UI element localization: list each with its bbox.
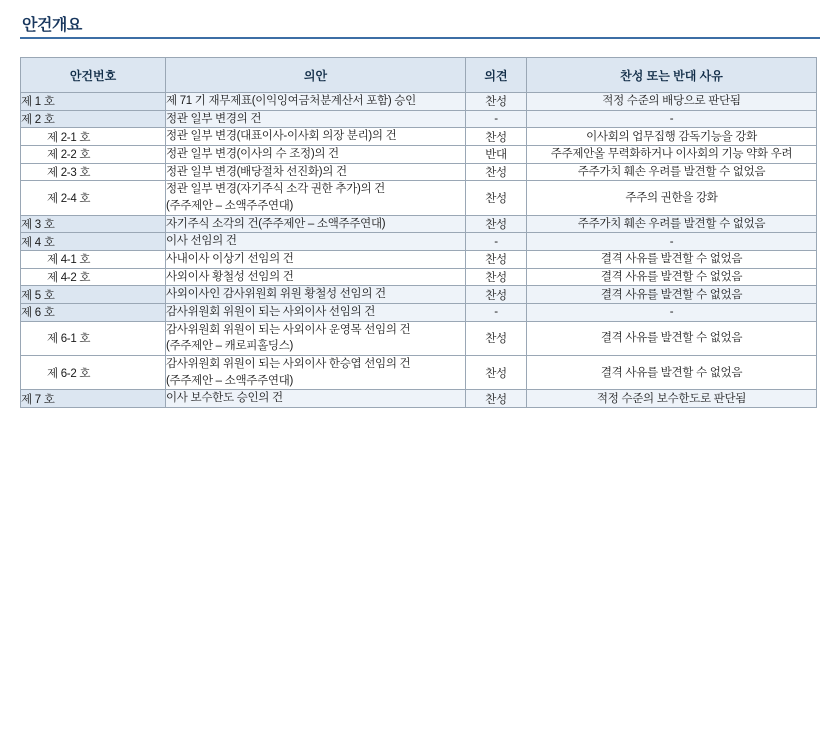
agenda-number-cell: 제 5 호 — [21, 286, 166, 304]
agenda-item-cell — [166, 146, 466, 164]
agenda-number-cell: 제 2-3 호 — [21, 163, 166, 181]
agenda-number-cell: 제 2-2 호 — [21, 146, 166, 164]
agenda-item-cell — [166, 128, 466, 146]
table-row — [21, 233, 817, 251]
agenda-item-cell — [166, 321, 466, 355]
agenda-number-cell: 제 7 호 — [21, 390, 166, 408]
page-title-block — [20, 8, 820, 39]
agenda-item-line-1: 감사위원회 위원이 되는 사외이사 한승엽 선임의 건 — [166, 358, 411, 371]
agenda-item-cell — [166, 286, 466, 304]
opinion-cell: 찬성 — [466, 128, 527, 146]
agenda-item-line-1: 이사 보수한도 승인의 건 — [166, 392, 283, 405]
reason-cell: 주주의 권한을 강화 — [527, 181, 817, 215]
table-row — [21, 321, 817, 355]
agenda-number-cell: 제 6-2 호 — [21, 356, 166, 390]
reason-cell: 주주가치 훼손 우려를 발견할 수 없었음 — [527, 215, 817, 233]
agenda-item-cell — [166, 390, 466, 408]
agenda-item-line-1: 자기주식 소각의 건(주주제안 – 소액주주연대) — [166, 217, 386, 230]
agenda-item-line-1: 제 71 기 재무제표(이익잉여금처분계산서 포함) 승인 — [166, 95, 416, 107]
agenda-number-cell: 제 4-2 호 — [21, 268, 166, 286]
reason-cell: 이사회의 업무집행 감독기능을 강화 — [527, 128, 817, 146]
agenda-item-cell — [166, 268, 466, 286]
table-row — [21, 304, 817, 322]
table-row — [21, 268, 817, 286]
column-header-opinion: 의견 — [466, 58, 527, 93]
opinion-cell: - — [466, 304, 527, 322]
agenda-item-line-2: (주주제안 – 캐로피홀딩스) — [166, 340, 294, 353]
agenda-number-cell: 제 6-1 호 — [21, 321, 166, 355]
agenda-item-line-1: 이사 선임의 건 — [166, 235, 237, 248]
agenda-item-cell — [166, 233, 466, 251]
table-row — [21, 110, 817, 128]
opinion-cell: 찬성 — [466, 286, 527, 304]
reason-cell: 결격 사유를 발견할 수 없었음 — [527, 286, 817, 304]
opinion-cell: 찬성 — [466, 390, 527, 408]
agenda-item-cell — [166, 110, 466, 128]
opinion-cell: 찬성 — [466, 163, 527, 181]
reason-cell: 결격 사유를 발견할 수 없었음 — [527, 321, 817, 355]
page-title: 안건개요 — [22, 17, 82, 34]
agenda-number-cell: 제 2 호 — [21, 110, 166, 128]
table-row — [21, 181, 817, 215]
agenda-item-cell — [166, 304, 466, 322]
agenda-item-line-1: 정관 일부 변경의 건 — [166, 112, 262, 125]
agenda-item-line-1: 정관 일부 변경(이사의 수 조정)의 건 — [166, 148, 339, 161]
reason-cell: - — [527, 233, 817, 251]
agenda-item-line-1: 감사위원회 위원이 되는 사외이사 선임의 건 — [166, 306, 376, 319]
table-row — [21, 390, 817, 408]
agenda-item-cell — [166, 251, 466, 269]
table-header-row — [21, 58, 817, 93]
agenda-item-cell — [166, 163, 466, 181]
reason-cell: 주주제안올 무력화하거나 이사회의 기능 약화 우려 — [527, 146, 817, 164]
agenda-number-cell: 제 2-1 호 — [21, 128, 166, 146]
table-header — [21, 58, 817, 93]
table-row — [21, 356, 817, 390]
opinion-cell: - — [466, 110, 527, 128]
reason-cell: 결격 사유를 발견할 수 없었음 — [527, 268, 817, 286]
agenda-item-line-1: 감사위원회 위원이 되는 사외이사 운영목 선임의 건 — [166, 323, 411, 336]
agenda-item-line-1: 정관 일부 변경(자기주식 소각 권한 추가)의 건 — [166, 183, 385, 196]
agenda-item-line-2: (주주제안 – 소액주주연대) — [166, 200, 294, 213]
opinion-cell: - — [466, 233, 527, 251]
agenda-item-line-1: 사내이사 이상기 선임의 건 — [166, 253, 294, 266]
opinion-cell: 찬성 — [466, 356, 527, 390]
agenda-item-line-1: 사외이사인 감사위원회 위원 황철성 선임의 건 — [166, 288, 386, 301]
agenda-number-cell: 제 6 호 — [21, 304, 166, 322]
agenda-item-line-1: 정관 일부 변경(대표이사-이사회 의장 분리)의 건 — [166, 130, 397, 143]
table-row — [21, 146, 817, 164]
agenda-number-cell: 제 1 호 — [21, 93, 166, 111]
agenda-number-cell: 제 4 호 — [21, 233, 166, 251]
opinion-cell: 찬성 — [466, 181, 527, 215]
agenda-item-cell — [166, 181, 466, 215]
opinion-cell: 찬성 — [466, 268, 527, 286]
reason-cell: - — [527, 110, 817, 128]
table-row — [21, 215, 817, 233]
table-row — [21, 286, 817, 304]
agenda-item-line-2: (주주제안 – 소액주주연대) — [166, 374, 294, 387]
opinion-cell: 찬성 — [466, 93, 527, 111]
table-row — [21, 163, 817, 181]
agenda-item-cell — [166, 215, 466, 233]
reason-cell: 주주가치 훼손 우려를 발견할 수 없었음 — [527, 163, 817, 181]
table-row — [21, 128, 817, 146]
opinion-cell: 찬성 — [466, 321, 527, 355]
column-header-reason: 찬성 또는 반대 사유 — [527, 58, 817, 93]
reason-cell: 적정 수준의 보수한도로 판단됨 — [527, 390, 817, 408]
title-divider — [20, 37, 820, 39]
agenda-number-cell: 제 2-4 호 — [21, 181, 166, 215]
table-row — [21, 93, 817, 111]
opinion-cell: 반대 — [466, 146, 527, 164]
opinion-cell: 찬성 — [466, 251, 527, 269]
reason-cell: 결격 사유를 발견할 수 없었음 — [527, 356, 817, 390]
reason-cell: 결격 사유를 발견할 수 없었음 — [527, 251, 817, 269]
agenda-table — [20, 57, 817, 408]
reason-cell: - — [527, 304, 817, 322]
opinion-cell: 찬성 — [466, 215, 527, 233]
column-header-agenda-no: 안건번호 — [21, 58, 166, 93]
agenda-number-cell: 제 3 호 — [21, 215, 166, 233]
column-header-agenda-item: 의안 — [166, 58, 466, 93]
reason-cell: 적정 수준의 배당으로 판단됨 — [527, 93, 817, 111]
agenda-item-cell — [166, 356, 466, 390]
agenda-item-line-1: 사외이사 황철성 선임의 건 — [166, 270, 294, 283]
agenda-item-line-1: 정관 일부 변경(배당절차 선진화)의 건 — [166, 165, 347, 178]
table-body — [21, 93, 817, 408]
agenda-item-cell — [166, 93, 466, 111]
agenda-number-cell: 제 4-1 호 — [21, 251, 166, 269]
table-row — [21, 251, 817, 269]
